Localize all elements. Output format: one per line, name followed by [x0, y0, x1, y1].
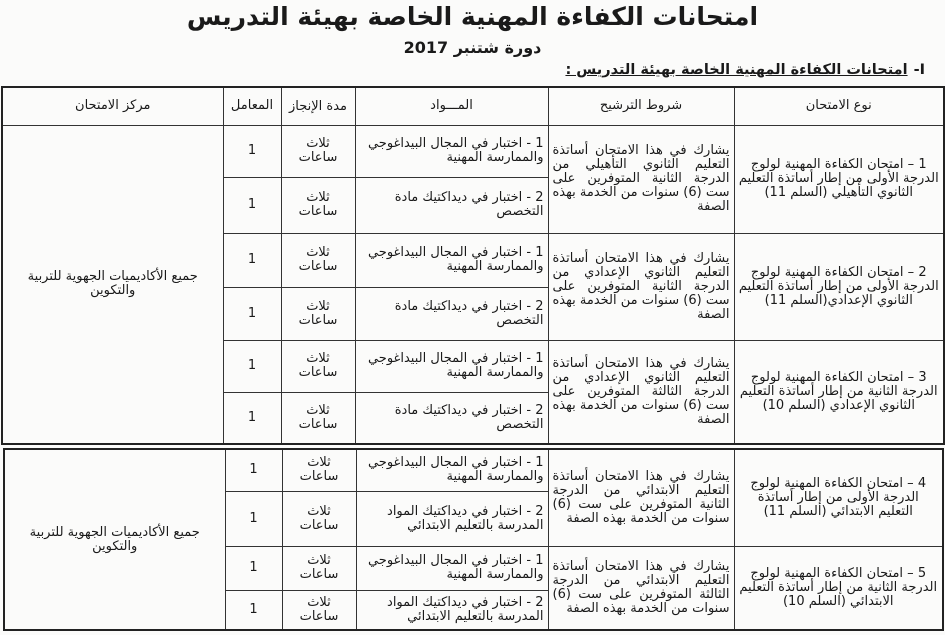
col-coefficient: المعامل [223, 87, 281, 125]
conditions-cell: يشارك في هذا الامتحان أساتذة التعليم الثانوي الإعدادي من الدرجة الثالثة المتوفرين على ست (6) سنوات من الخدمة بهذه الصفة [548, 340, 734, 444]
table-row [2, 125, 944, 177]
table-header-row [2, 87, 944, 125]
conditions-cell: يشارك في هذا الامتحان أساتذة التعليم الثانوي الإعدادي من الدرجة الثانية المتوفرين على ست (6) سنوات من الخدمة بهذه الصفة [548, 233, 734, 340]
subject-cell: 1 - اختبار في المجال البيداغوجي والممارسة المهنية [356, 449, 548, 491]
subject-cell: 2 - اختبار في ديداكتيك المواد المدرسة بالتعليم الابتدائي [356, 491, 548, 546]
exam-type-cell: 5 – امتحان الكفاءة المهنية لولوج الدرجة الثانية من إطار أساتذة التعليم الابتدائي (السلم 10) [734, 546, 943, 630]
exams-table-secondary [1, 86, 945, 445]
duration-cell: ثلاث ساعات [282, 491, 356, 546]
duration-cell: ثلاث ساعات [281, 233, 355, 287]
duration-cell: ثلاث ساعات [281, 340, 355, 392]
duration-cell: ثلاث ساعات [281, 125, 355, 177]
conditions-cell: يشارك في هذا الامتحان أساتذة التعليم الثانوي التأهيلي من الدرجة الثانية المتوفرين على ست (6) سنوات من الخدمة بهذه الصفة [548, 125, 734, 233]
col-exam-type: نوع الامتحان [734, 87, 944, 125]
subject-cell: 1 - اختبار في المجال البيداغوجي والممارسة المهنية [355, 233, 548, 287]
duration-cell: ثلاث ساعات [281, 392, 355, 444]
coefficient-cell: 1 [223, 233, 281, 287]
subject-cell: 1 - اختبار في المجال البيداغوجي والممارسة المهنية [355, 125, 548, 177]
coefficient-cell: 1 [223, 340, 281, 392]
col-center: مركز الامتحان [2, 87, 223, 125]
coefficient-cell: 1 [225, 590, 282, 630]
duration-cell: ثلاث ساعات [281, 287, 355, 340]
coefficient-cell: 1 [225, 449, 282, 491]
exams-table-primary [3, 448, 944, 631]
col-conditions: شروط الترشيح [548, 87, 734, 125]
coefficient-cell: 1 [225, 491, 282, 546]
duration-cell: ثلاث ساعات [282, 449, 356, 491]
exam-type-cell: 3 – امتحان الكفاءة المهنية لولوج الدرجة الثانية من إطار أساتذة التعليم الثانوي الإعدادي (السلم 10) [734, 340, 944, 444]
exam-type-cell: 1 – امتحان الكفاءة المهنية لولوج الدرجة الأولى من إطار أساتذة التعليم الثانوي التأهيلي (السلم 11) [734, 125, 944, 233]
duration-cell: ثلاث ساعات [281, 177, 355, 233]
exam-type-cell: 4 – امتحان الكفاءة المهنية لولوج الدرجة الأولى من إطار أساتذة التعليم الابتدائي (السلم 11) [734, 449, 943, 546]
conditions-cell: يشارك في هذا الامتحان أساتذة التعليم الابتدائي من الدرجة الثالثة المتوفرين على ست (6) سنوات من الخدمة بهذه الصفة [548, 546, 734, 630]
duration-cell: ثلاث ساعات [282, 546, 356, 590]
subject-cell: 2 - اختبار في ديداكتيك المواد المدرسة بالتعليم الابتدائي [356, 590, 548, 630]
subject-cell: 1 - اختبار في المجال البيداغوجي والممارسة المهنية [356, 546, 548, 590]
subject-cell: 1 - اختبار في المجال البيداغوجي والممارسة المهنية [355, 340, 548, 392]
duration-cell: ثلاث ساعات [282, 590, 356, 630]
section-title: امتحانات الكفاءة المهنية الخاصة بهيئة التدريس : [565, 62, 908, 78]
subject-cell: 2 - اختبار في ديداكتيك مادة التخصص [355, 392, 548, 444]
coefficient-cell: 1 [223, 287, 281, 340]
coefficient-cell: 1 [223, 125, 281, 177]
exam-center-cell: جميع الأكاديميات الجهوية للتربية والتكوين [4, 449, 225, 630]
coefficient-cell: 1 [225, 546, 282, 590]
subject-cell: 2 - اختبار في ديداكتيك مادة التخصص [355, 177, 548, 233]
session-subtitle: دورة شتنبر 2017 [403, 38, 542, 57]
col-subjects: المـــواد [355, 87, 548, 125]
coefficient-cell: 1 [223, 177, 281, 233]
exam-center-cell: جميع الأكاديميات الجهوية للتربية والتكوين [2, 125, 223, 444]
page-title: امتحانات الكفاءة المهنية الخاصة بهيئة التدريس [186, 2, 759, 31]
subject-cell: 2 - اختبار في ديداكتيك مادة التخصص [355, 287, 548, 340]
col-duration: مدة الإنجاز [281, 87, 355, 125]
section-heading [565, 62, 925, 78]
coefficient-cell: 1 [223, 392, 281, 444]
conditions-cell: يشارك في هذا الامتحان أساتذة التعليم الابتدائي من الدرجة الثانية المتوفرين على ست (6) سنوات من الخدمة بهذه الصفة [548, 449, 734, 546]
exam-type-cell: 2 – امتحان الكفاءة المهنية لولوج الدرجة الأولى من إطار أساتذة التعليم الثانوي الإعدادي(السلم 11) [734, 233, 944, 340]
table-row [4, 449, 943, 491]
section-number: I- [913, 62, 925, 78]
